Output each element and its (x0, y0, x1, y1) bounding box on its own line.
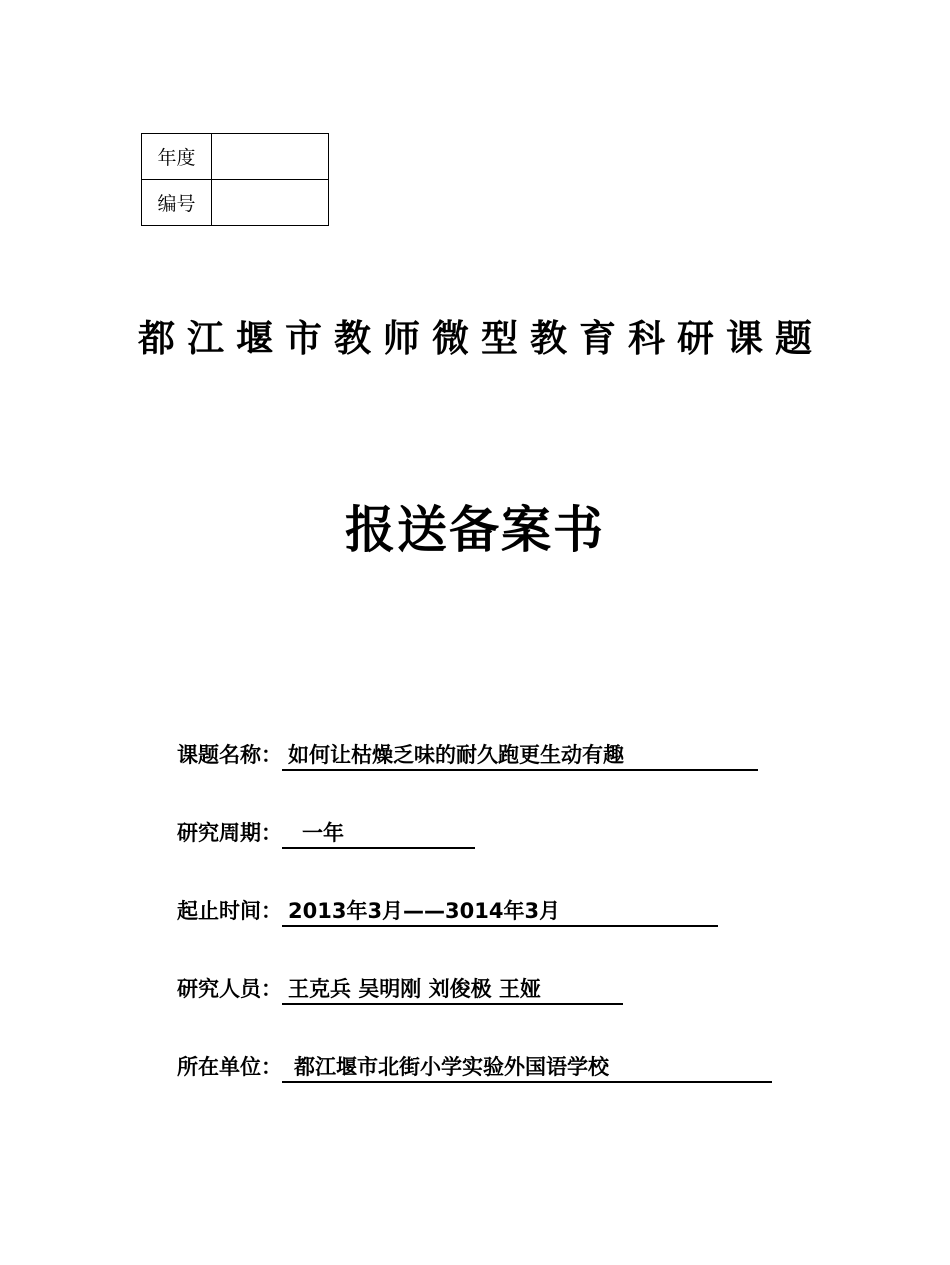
field-unit-label: 所在单位： (177, 1055, 282, 1079)
field-dates-label: 起止时间： (177, 899, 282, 923)
field-unit (177, 1050, 772, 1084)
document-subtitle: 报送备案书 (345, 501, 605, 559)
year-number-table (141, 133, 329, 226)
field-topic-label: 课题名称： (177, 743, 282, 767)
year-value (212, 134, 329, 180)
field-researchers-label: 研究人员： (177, 977, 282, 1001)
field-period-label: 研究周期： (177, 821, 282, 845)
field-researchers-value: 王克兵 吴明刚 刘俊极 王娅 (282, 975, 623, 1005)
field-period (177, 816, 475, 850)
field-researchers (177, 972, 623, 1006)
year-label: 年度 (142, 134, 212, 180)
field-unit-value: 都江堰市北街小学实验外国语学校 (282, 1053, 772, 1083)
year-row (142, 134, 329, 180)
number-value (212, 180, 329, 226)
field-topic-value: 如何让枯燥乏味的耐久跑更生动有趣 (282, 741, 758, 771)
document-title: 都江堰市教师微型教育科研课题 (138, 317, 824, 360)
field-dates-value: 2013年3月——3014年3月 (282, 897, 718, 927)
field-topic (177, 738, 758, 772)
number-label: 编号 (142, 180, 212, 226)
field-period-value: 一年 (282, 819, 475, 849)
number-row (142, 180, 329, 226)
field-dates (177, 894, 718, 928)
